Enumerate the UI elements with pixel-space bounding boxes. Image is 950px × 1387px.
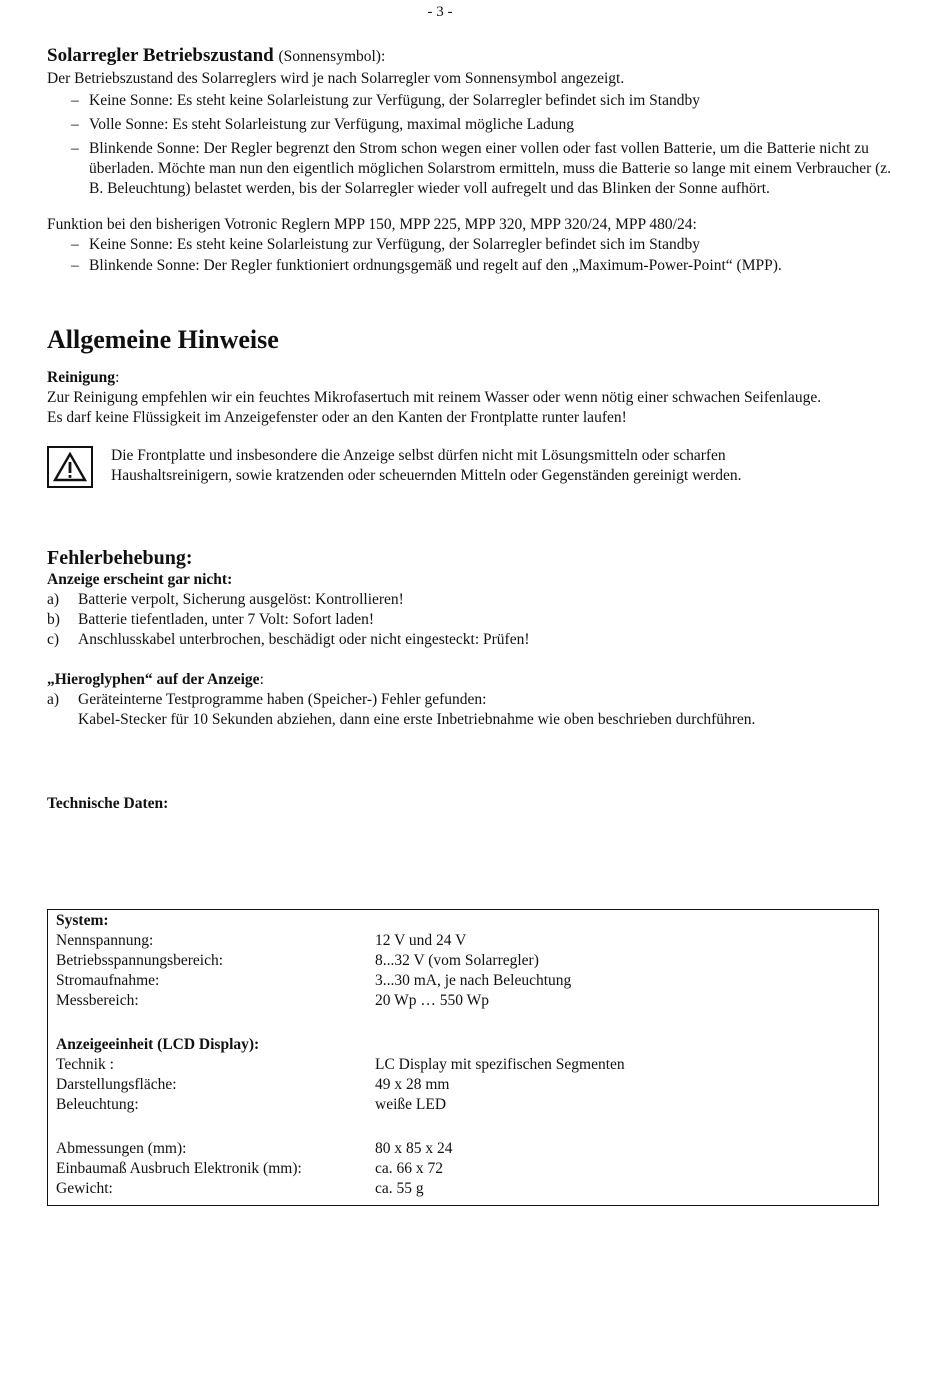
table-row <box>56 1055 870 1075</box>
row-value: 3...30 mA, je nach Beleuchtung <box>375 972 572 989</box>
spacer <box>56 1011 870 1035</box>
general-title: Allgemeine Hinweise <box>47 325 279 354</box>
tech-data-box <box>47 909 879 1206</box>
cleaning-heading <box>47 368 907 388</box>
hiero-list <box>47 690 907 710</box>
row-value: 49 x 28 mm <box>375 1076 450 1093</box>
cleaning-text-2: Es darf keine Flüssigkeit im Anzeigefenster oder an den Kanten der Frontplatte runter laufen! <box>47 409 627 426</box>
hiero-colon: : <box>259 671 264 688</box>
row-value: ca. 55 g <box>375 1180 424 1197</box>
table-row <box>56 931 870 951</box>
row-value: weiße LED <box>375 1096 447 1113</box>
row-label: Nennspannung: <box>56 932 154 949</box>
list-item: – Keine Sonne: Es steht keine Solarleistung zur Verfügung, der Solarregler befindet sich im Standby <box>47 235 907 255</box>
item-key: c) <box>47 631 60 648</box>
table-row <box>56 1139 870 1159</box>
row-value: 80 x 85 x 24 <box>375 1140 453 1157</box>
row-label: Technik : <box>56 1056 114 1073</box>
row-label: Betriebsspannungsbereich: <box>56 952 224 969</box>
item-text: Batterie verpolt, Sicherung ausgelöst: Kontrollieren! <box>78 591 404 608</box>
item-key: b) <box>47 611 60 628</box>
row-label: Gewicht: <box>56 1180 113 1197</box>
warning-text: Die Frontplatte und insbesondere die Anzeige selbst dürfen nicht mit Lösungsmitteln oder scharfen Haushaltsreinigern, sowie kratzenden oder scheuernden Mitteln oder Gegenständen gereinigt werden. <box>111 447 742 484</box>
no-display-list <box>47 590 907 650</box>
list-item: – Volle Sonne: Es steht Solarleistung zur Verfügung, maximal mögliche Ladung <box>47 115 907 135</box>
row-label: Beleuchtung: <box>56 1096 139 1113</box>
status-title-note: (Sonnensymbol): <box>278 48 386 65</box>
list-item: – Keine Sonne: Es steht keine Solarleistung zur Verfügung, der Solarregler befindet sich im Standby <box>47 91 907 111</box>
status-title-text: Solarregler Betriebszustand <box>47 45 274 66</box>
row-label: Stromaufnahme: <box>56 972 160 989</box>
row-value: 8...32 V (vom Solarregler) <box>375 952 539 969</box>
status-intro: Der Betriebszustand des Solarreglers wird je nach Solarregler vom Sonnensymbol angezeigt. <box>47 70 625 87</box>
list-item <box>47 690 907 710</box>
item-key: a) <box>47 591 60 608</box>
tech-title: Technische Daten: <box>47 795 169 812</box>
item-text: Batterie tiefentladen, unter 7 Volt: Sofort laden! <box>78 611 374 628</box>
row-label: Abmessungen (mm): <box>56 1140 187 1157</box>
system-title: System: <box>56 912 109 929</box>
row-label: Einbaumaß Ausbruch Elektronik (mm): <box>56 1160 302 1177</box>
page-number: - 3 - <box>427 4 453 20</box>
legacy-intro: Funktion bei den bisherigen Votronic Reglern MPP 150, MPP 225, MPP 320, MPP 320/24, MPP 480/24: <box>47 216 697 233</box>
cleaning-label: Reinigung <box>47 369 116 386</box>
row-value: ca. 66 x 72 <box>375 1160 444 1177</box>
row-value: LC Display mit spezifischen Segmenten <box>375 1056 625 1073</box>
cleaning-text-1: Zur Reinigung empfehlen wir ein feuchtes Mikrofasertuch mit reinem Wasser oder wenn nötig einer schwachen Seifenlauge. <box>47 389 822 406</box>
item-text: Anschlusskabel unterbrochen, beschädigt oder nicht eingesteckt: Prüfen! <box>78 631 530 648</box>
table-row <box>56 951 870 971</box>
spacer <box>56 1115 870 1139</box>
hiero-heading <box>47 670 907 690</box>
list-item <box>47 610 907 630</box>
warning-triangle-icon <box>47 446 93 488</box>
row-label: Darstellungsfläche: <box>56 1076 177 1093</box>
troubleshooting-title: Fehlerbehebung: <box>47 547 193 569</box>
table-row <box>56 1095 870 1115</box>
hiero-line-2: Kabel-Stecker für 10 Sekunden abziehen, dann eine erste Inbetriebnahme wie oben beschrieben durchführen. <box>78 711 756 728</box>
list-item <box>47 630 907 650</box>
cleaning-colon: : <box>115 369 120 386</box>
table-row <box>56 971 870 991</box>
no-display-title: Anzeige erscheint gar nicht: <box>47 571 233 588</box>
document-body <box>47 44 907 814</box>
display-title: Anzeigeeinheit (LCD Display): <box>56 1036 260 1053</box>
item-text: Geräteinterne Testprogramme haben (Speicher-) Fehler gefunden: <box>78 691 487 708</box>
row-value: 12 V und 24 V <box>375 932 467 949</box>
list-item: – Blinkende Sonne: Der Regler funktioniert ordnungsgemäß und regelt auf den „Maximum-Power-Point“ (MPP). <box>47 256 907 276</box>
table-row <box>56 1075 870 1095</box>
row-value: 20 Wp … 550 Wp <box>375 992 489 1009</box>
legacy-list <box>47 235 907 276</box>
item-key: a) <box>47 691 60 708</box>
warning-notice <box>47 446 907 488</box>
hiero-title: „Hieroglyphen“ auf der Anzeige <box>47 671 260 688</box>
list-item <box>47 590 907 610</box>
status-section-title <box>47 44 907 69</box>
table-row <box>56 991 870 1011</box>
row-label: Messbereich: <box>56 992 139 1009</box>
table-row <box>56 1159 870 1179</box>
table-row <box>56 1179 870 1199</box>
list-item: – Blinkende Sonne: Der Regler begrenzt den Strom schon wegen einer vollen oder fast vollen Batterie, um die Batterie nicht zu überladen. Möchte man nun den eigentlich möglichen Solarstrom ermitteln, muss die Batterie so lange mit einem Verbraucher (z. B. Beleuchtung) belastet werden, bis der Solarregler wieder voll aufregelt und das Blinken der Sonne aufhört. <box>47 139 907 199</box>
status-list <box>47 91 907 199</box>
